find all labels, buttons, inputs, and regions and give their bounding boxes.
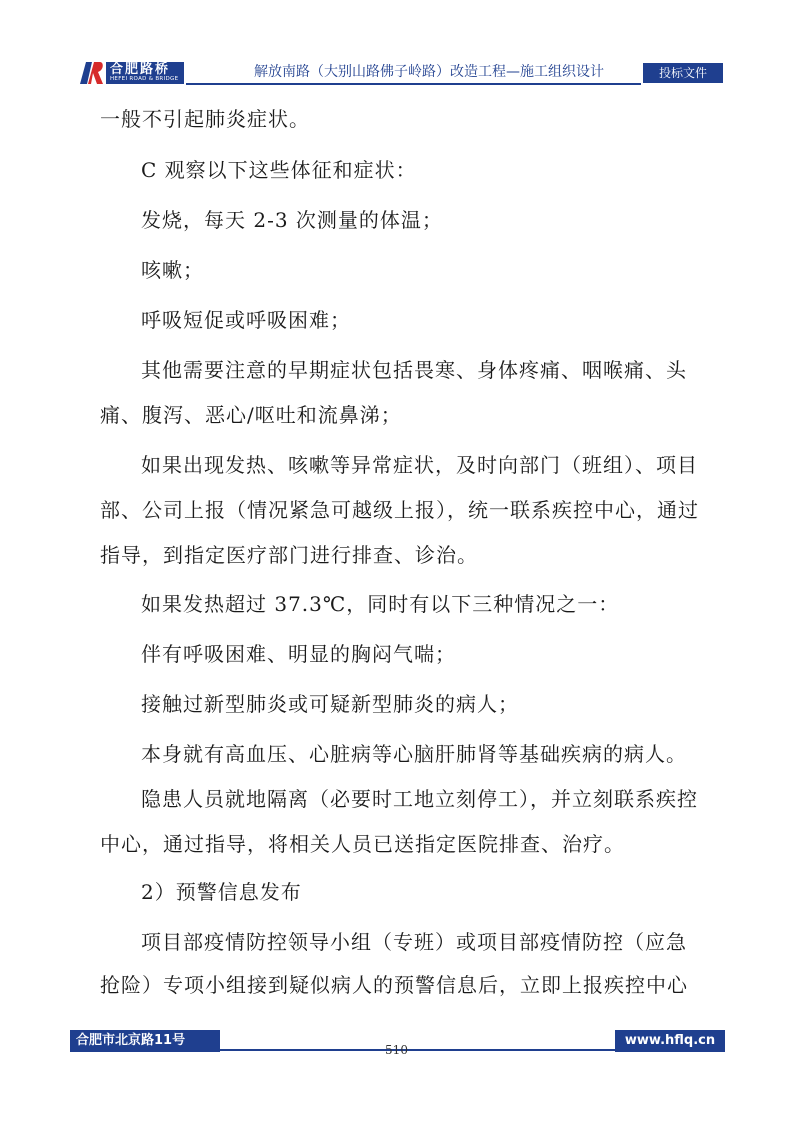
text-line: 项目部疫情防控领导小组（专班）或项目部疫情防控（应急 [141,930,687,954]
text-line: 呼吸短促或呼吸困难； [141,308,351,332]
text-line: 本身就有高血压、心脏病等心脑肝肺肾等基础疾病的病人。 [141,742,687,766]
text-line: 抢险）专项小组接到疑似病人的预警信息后，立即上报疾控中心 [100,973,688,997]
text-line: 如果出现发热、咳嗽等异常症状，及时向部门（班组）、项目 [141,453,698,477]
header-divider [186,83,641,85]
brand-badge [106,62,184,84]
text-line: 其他需要注意的早期症状包括畏寒、身体疼痛、咽喉痛、头 [141,358,687,382]
text-line: 痛、腹泻、恶心/呕吐和流鼻涕； [100,403,402,427]
text-line: 咳嗽； [141,258,204,282]
brand-name-cn: 合肥路桥 [110,62,171,77]
page-number: 510 [385,1043,408,1057]
document-title: 解放南路（大别山路佛子岭路）改造工程—施工组织设计 [254,64,604,80]
text-line: 部、公司上报（情况紧急可越级上报），统一联系疾控中心，通过 [100,498,699,522]
text-line: 指导，到指定医疗部门进行排查、诊治。 [100,543,478,567]
text-line: 中心，通过指导，将相关人员已送指定医院排查、治疗。 [100,832,625,856]
text-line: 隐患人员就地隔离（必要时工地立刻停工），并立刻联系疾控 [141,787,698,811]
text-line: C 观察以下这些体征和症状： [141,158,417,182]
text-line: 伴有呼吸困难、明显的胸闷气喘； [141,642,456,666]
document-type-tag: 投标文件 [643,63,723,83]
text-line: 一般不引起肺炎症状。 [100,107,310,131]
brand-name-en: HEFEI ROAD & BRIDGE [110,76,179,82]
hefei-road-bridge-logo-icon [78,60,104,86]
footer-address: 合肥市北京路11号 [70,1030,220,1052]
text-line: 发烧，每天 2-3 次测量的体温； [141,208,443,232]
text-line: 如果发热超过 37.3℃，同时有以下三种情况之一： [141,592,620,616]
text-line: 接触过新型肺炎或可疑新型肺炎的病人； [141,692,519,716]
footer-website: www.hflq.cn [615,1030,725,1052]
page-header [78,58,723,88]
text-line: 2）预警信息发布 [141,880,302,904]
